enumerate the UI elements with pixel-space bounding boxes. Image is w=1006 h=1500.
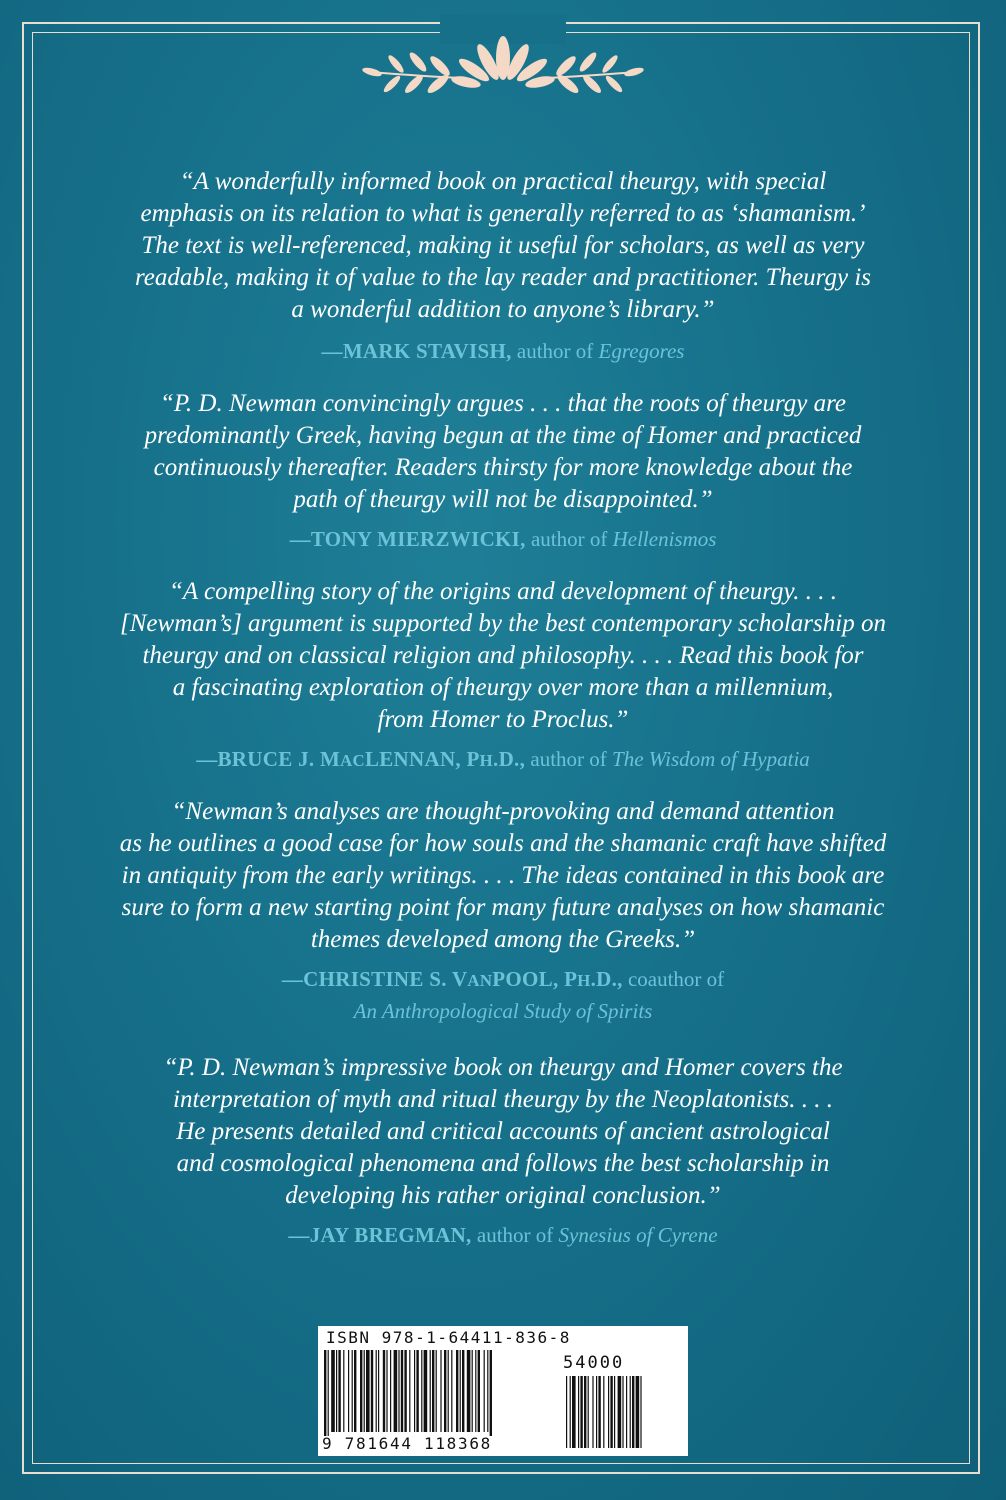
barcode-bar [472,1350,473,1432]
barcode-bar [360,1350,362,1432]
barcode-bar [414,1350,415,1432]
barcode-bar [424,1350,428,1432]
barcode-bar [462,1350,464,1432]
barcode-bar [490,1350,492,1436]
barcode-bar [440,1350,441,1432]
barcode-bar [336,1350,337,1432]
barcode-bar [416,1350,418,1432]
isbn-number: ISBN 978-1-64411-836-8 [326,1328,571,1347]
barcode-addon-bar [603,1376,604,1448]
barcode-bar [487,1350,488,1432]
barcode-bar [383,1350,385,1432]
barcode-bar [456,1350,458,1432]
blurb-1-attribution: —MARK STAVISH, author of Egregores [321,339,685,363]
barcode-addon-bar [580,1376,582,1448]
blurb-5-attribution: —JAY BREGMAN, author of Synesius of Cyrene [288,1223,718,1247]
blurb-1-quote: “A wonderfully informed book on practical theurgy, with special emphasis on its relation to what is generally referred to as ‘shamanism.’ The text is well-referenced, making it useful for scholars, as well as very readable, making it of value to the lay reader and practitioner. Theurgy is a wonderful addition to anyone’s library.” [135,168,871,323]
barcode-addon-bar [630,1376,631,1448]
barcode-bar [432,1350,434,1432]
barcode-bar [398,1350,399,1432]
barcode-addon-bar [608,1376,609,1448]
barcode-bar [324,1350,326,1436]
blurb-2-quote: “P. D. Newman convincingly argues . . . that the roots of theurgy are predominantly Greek, having begun at the time of Homer and practiced continuously thereafter. Readers thirsty for more knowledge about the path of theurgy will not be disappointed.” [144,390,862,513]
barcode-bar [484,1350,485,1432]
barcode-addon-bar [598,1376,600,1448]
barcode-addon-bar [596,1376,597,1448]
barcode-bar [448,1350,449,1432]
blurb-2-attribution: —TONY MIERZWICKI, author of Hellenismos [289,527,717,551]
barcode-bar [460,1350,461,1432]
barcode-addon-bar [592,1376,593,1448]
barcode-bar [376,1350,377,1432]
ean-digits: 9 781644 118368 [322,1434,492,1453]
barcode-bar [478,1350,480,1432]
barcode-bar [343,1350,344,1432]
barcode-bar [401,1350,403,1432]
barcode-bar [444,1350,446,1432]
barcode-bar [366,1350,370,1432]
barcode-addon-bar [588,1376,589,1448]
barcode-addon-bar [632,1376,634,1448]
barcode-bar [390,1350,391,1432]
barcode-bar [467,1350,471,1432]
barcode-bar [475,1350,476,1432]
barcode-addon-bar [566,1376,567,1448]
barcode-bar [364,1350,365,1432]
barcode-bar [430,1350,431,1432]
barcode-addon-bar [618,1376,622,1448]
barcode-bar [409,1350,410,1432]
barcode-addon-bar [640,1376,641,1448]
barcode-addon-bar [636,1376,640,1448]
barcode-bar [331,1350,335,1432]
barcode-bar [421,1350,422,1432]
blurb-3-quote: “A compelling story of the origins and development of theurgy. . . . [Newman’s] argument is supported by the best contemporary scholarship on theurgy and on classical religion and philosophy. . . . Read this book for a fascinating exploration of theurgy over more than a millennium, from Homer to Proclus.” [120,578,886,733]
barcode-addon-bar [578,1376,579,1448]
barcode-bar [348,1350,349,1432]
barcode-bar [386,1350,387,1432]
barcode-addon-bar [610,1376,612,1448]
barcode-bar [371,1350,373,1432]
blurb-3-attribution: —BRUCE J. MACLENNAN, PH.D., author of The Wisdom of Hypatia [196,747,810,771]
barcode-addon-bar [622,1376,623,1448]
barcode-bar [404,1350,406,1432]
barcode-bar [378,1350,379,1432]
barcode-bar [338,1350,340,1432]
price-code: 54000 [563,1353,625,1373]
blurb-5-quote: “P. D. Newman’s impressive book on theurgy and Homer covers the interpretation of myth and ritual theurgy by the Neoplatonists. . . . He presents detailed and critical accounts of ancient astrological and cosmological phenomena and follows the best scholarship in developing his rather original conclusion.” [163,1054,843,1209]
barcode-bar [352,1350,353,1432]
blurb-4-quote: “Newman’s analyses are thought-provoking and demand attention as he outlines a good case for how souls and the shamanic craft have shifted in antiquity from the early writings. . . . The ideas contained in this book are sure to form a new starting point for many future analyses on how shamanic themes developed among the Greeks.” [119,798,887,953]
barcode-bar [394,1350,398,1432]
barcode-bar [354,1350,356,1432]
isbn-barcode [318,1326,688,1456]
barcode-bar [328,1350,329,1436]
laurel-leaf-ornament-icon [0,0,1006,110]
barcode-addon-bar [572,1376,576,1448]
barcode-addon-bar [614,1376,615,1448]
barcode-bar [436,1350,437,1432]
barcode-addon-bar [570,1376,571,1448]
barcode-addon-bar [584,1376,586,1448]
blurb-4-attribution: —CHRISTINE S. VANPOOL, PH.D., coauthor of An Anthropological Study of Spirits [281,967,725,1023]
barcode-bar [451,1350,452,1432]
barcode-addon-bar [626,1376,627,1448]
